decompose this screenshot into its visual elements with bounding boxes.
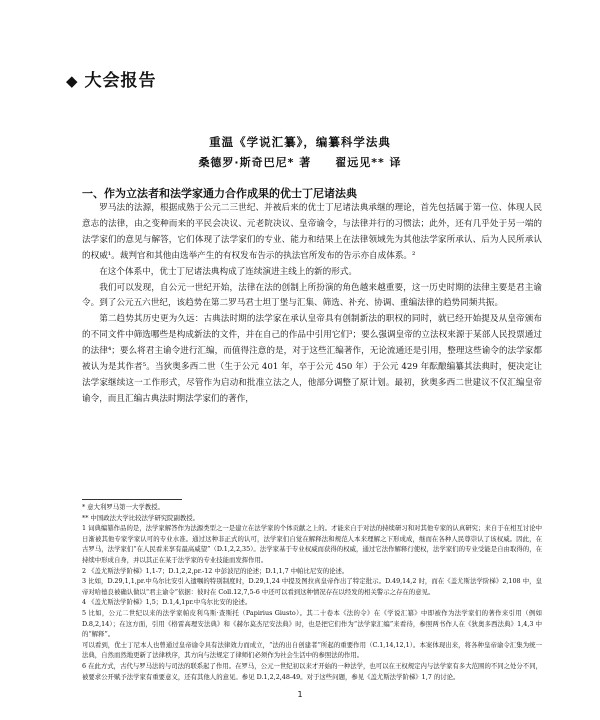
section-1-heading: 一、作为立法者和法学家通力合作成果的优士丁尼诸法典: [82, 187, 357, 200]
footnote: 3 比如，D.29,1,1,pr.中乌尔比安引入遗嘱的特别制度时，D.29,1,24 中提及图拉真皇帝作出了特定批示。D.49,14,2 时，而在《盖尤斯法学阶梯》2,108 中，皇帝对哈德良被确认做以“君主谕令”依据：彼时在 Coll.12,7,5-6 中还可以看到这种情况存在以经发的相关警示之存在的意见。: [82, 577, 542, 596]
author: 桑德罗·斯奇巴尼* 著: [198, 156, 312, 169]
section-label: 大会报告: [84, 71, 157, 91]
paragraph: 罗马法的法源，根据成熟于公元二三世纪、并被后来的优士丁尼诸法典承继的理论，首先包括属于第一位、体现人民意志的法律，由之变种而来的平民会决议、元老院决议、皇帝谕令，与法律并行的习惯法；此外，还有几乎处于另一端的法学家们的意见与解答，它们体现了法学家们的专业、能力和结果上在法律领域先为其他法学家所承认、后为人民所承认的权威¹。裁判官和其他由选举产生的有权发布告示的执法官所发布的告示亦自成体系。²: [82, 203, 542, 261]
diamond-bullet-icon: ◆: [66, 72, 79, 90]
article-title: 重温《学说汇纂》，编纂科学法典: [209, 135, 391, 149]
body-text: [82, 201, 542, 408]
footnote: 2 《盖尤斯法学阶梯》1,1-7；D.1,2,2,pr.-12 中彭波尼的论述；D.1,1,7 中帕比尼安的论述。: [82, 566, 349, 575]
section-heading: [66, 66, 157, 91]
footnote: 1 词典编纂作品的是，法学家解答作为法源类型之一是建立在法学家的个体贡献之上的。才能来自于对法的持续研习和对其他专家的认真研究；来自于在相互讨论中日渐被其他专家学家认可的专业水准。通过这种非正式的认可，法学家们自觉在解释法和规范人本来理解之下形成成，继而在各种人民尊崇认了该权威。因此，在古罗马，法学家们“在人民看来享有最高威望”（D.1,2,2,35）。法学家基于专业权威而获得的权威，通过它法作解释行使权，法学家们的专业受能是自由取得的，在持续中形成自身，并以其正在某于法学家的专业技能而发挥作用。: [82, 524, 542, 564]
footnotes: [82, 502, 542, 682]
paragraph: 我们可以发现，自公元一世纪开始，法律在法的创制上所扮演的角色越来越重要，这一历史时期的法律主要是君主谕令。到了公元五六世纪，该趋势在第二罗马君士坦丁堡与汇集、筛选、补充、协调、重编法律的趋势同频共振。: [82, 282, 542, 309]
paragraph: 在这个体系中，优士丁尼诸法典构成了连续演进主线上的新的形式。: [99, 266, 358, 277]
footnote: 可以看到，优士丁尼本人也曾通过皇帝谕令具有法律效力而成立，“法的出自创建者”所起的重要作用（C.1,14,12,1）。本案体现出来，将各种皇帝谕令汇集为统一法典，自然而然地更新了法律秩序，其方向与法规定了律师们必须作为社会生活中的参照法的作用。: [82, 640, 542, 660]
page-number: 1: [297, 690, 303, 699]
footnote: 4 《盖尤斯法学阶梯》1,5；D.1,4,1pr.中乌尔比安的论述。: [82, 598, 252, 607]
footnote: * 意大利罗马第一大学教授。: [82, 503, 164, 511]
byline: [0, 154, 600, 170]
paragraph: 第二趋势其历史更为久远：古典法时期的法学家在承认皇帝具有创制新法的职权的同时，就已经开始提及从皇帝颁布的不同文件中筛选哪些是构成新法的文件，并在自己的作品中引用它们³；要么强调皇帝的立法权来源于某部人民投票通过的法律⁴；要么将君主谕令进行汇编，而值得注意的是，对于这些汇编著作，无论流通还是引用，整理这些谕令的法学家都被认为是其作者⁵。当狄奥多西二世（生于公元 401 年，卒于公元 450 年）于公元 429 年酝酿编纂其法典时，便决定让法学家继续这一工作形式，尽管作为启动和批准立法之人，他部分调整了原计划。最初，狄奥多西二世建议不仅汇编皇帝谕令，而且汇编古典法时期法学家们的著作，: [82, 314, 542, 404]
footnote: 5 比如，公元二世纪以来的法学家帕皮利乌斯·查斯托（Papirius Giusto）。其二十卷本《法的令》在《学说汇纂》中即被作为法学家们的著作来引用（例如 D.8,2,14）；在这方面，引用《格雷高理安法典》和《赫尔莫杰尼安法典》时，也是把它们作为“法学家汇编”来看待，参照两书作人在《狄奥多西法典》1,4,3 中的“解释”。: [82, 608, 542, 639]
translator: 翟远见** 译: [335, 156, 402, 169]
footnote-divider: [82, 499, 182, 500]
footnote: ** 中国政法大学比较法学研究院副教授。: [82, 513, 200, 522]
footnote: 6 在此方式，古代与罗马法的与司法的联系起了作用。在罗马，公元一世纪初以来才开始的一种法学，也可以在王权规定内与法学家有多大范围的不同之处分不同，被要求公开赋予法学家有重要意义，还有其他人的意见。参见 D.1,2,2,48-49。对于这些问题，参见《盖尤斯法学阶梯》1,7 的讨论。: [82, 661, 542, 681]
